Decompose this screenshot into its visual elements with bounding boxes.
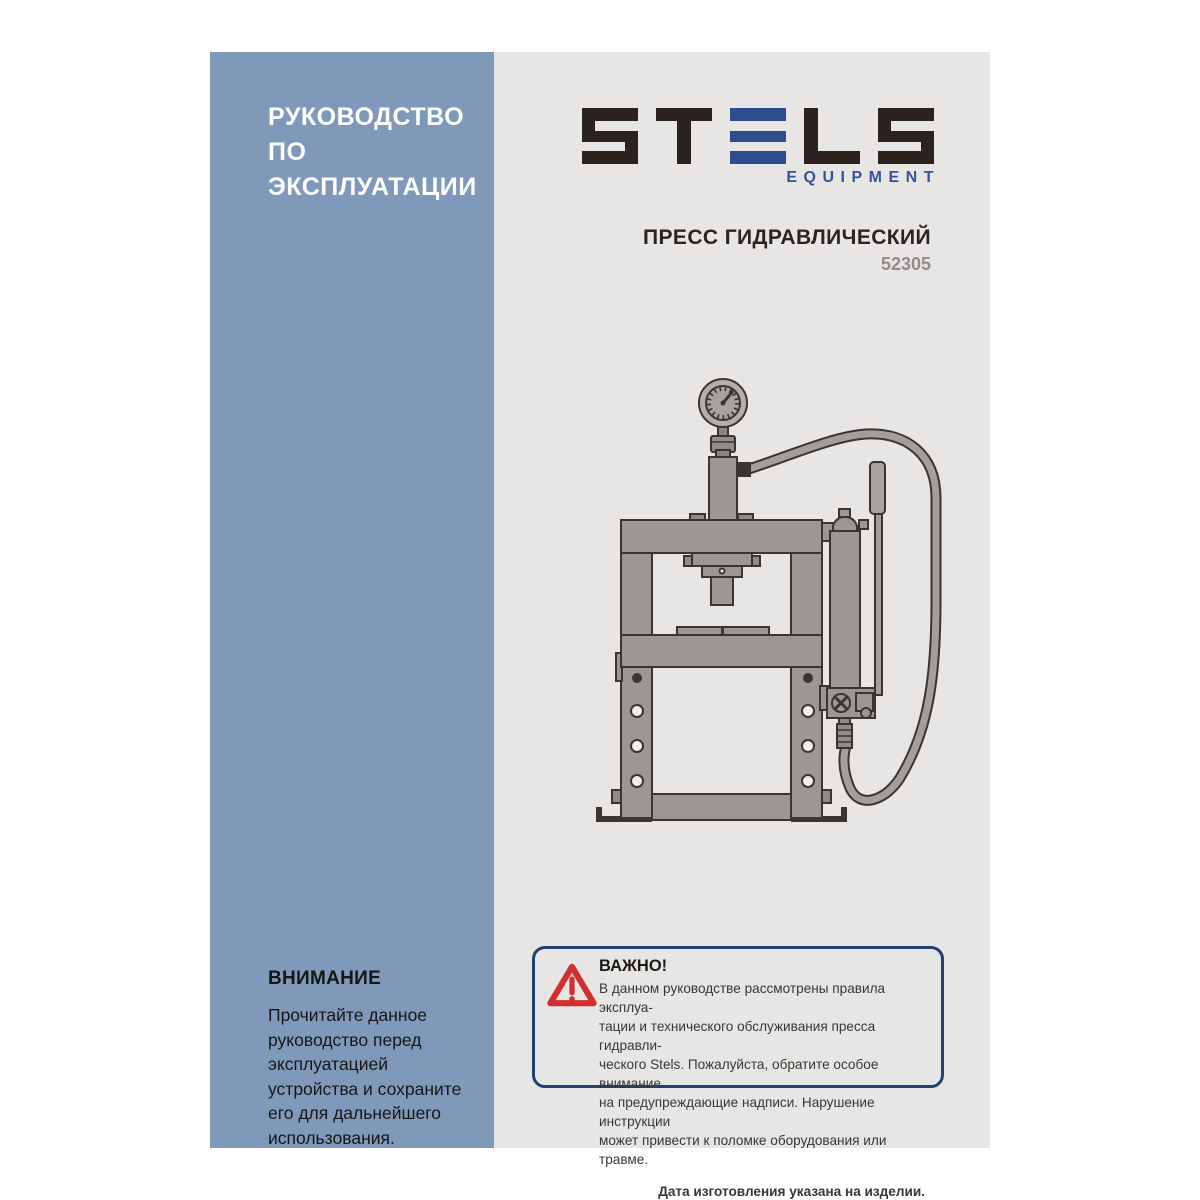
logo-letter-s2 xyxy=(878,108,934,164)
notice-heading: ВАЖНО! xyxy=(599,957,668,975)
sidebar xyxy=(210,52,494,1148)
warning-triangle-icon xyxy=(546,960,598,1010)
attention-text xyxy=(268,1003,480,1150)
logo-letter-e xyxy=(730,108,786,164)
manual-title-line2: ПО ЭКСПЛУАТАЦИИ xyxy=(268,138,477,201)
notice-line: ческого Stels. Пожалуйста, обратите особое внимание xyxy=(599,1057,879,1091)
logo-letter-s1 xyxy=(582,108,638,164)
notice-text xyxy=(599,979,925,1169)
hydraulic-press-illustration xyxy=(594,370,946,834)
attention-line: Прочитайте данное xyxy=(268,1005,428,1025)
notice-line: на предупреждающие надписи. Нарушение инструкции xyxy=(599,1095,875,1129)
logo-letter-l xyxy=(804,108,860,164)
product-model-number: 52305 xyxy=(880,254,931,274)
attention-line: его для дальнейшего xyxy=(268,1103,442,1123)
notice-line: тации и технического обслуживания пресса гидравли- xyxy=(599,1019,876,1053)
manual-title xyxy=(268,100,483,205)
press-ram xyxy=(684,553,760,605)
document-page xyxy=(210,52,990,1199)
attention-block xyxy=(268,968,480,1150)
attention-line: устройства и сохраните xyxy=(268,1078,462,1099)
product-title: ПРЕСС ГИДРАВЛИЧЕСКИЙ xyxy=(643,226,931,249)
stels-logo-icon xyxy=(582,108,934,164)
attention-line: эксплуатацией xyxy=(268,1054,388,1074)
attention-heading: ВНИМАНИЕ xyxy=(268,968,382,989)
attention-line: использования. xyxy=(268,1127,395,1148)
brand-subtitle: EQUIPMENT xyxy=(786,169,940,186)
hand-pump xyxy=(820,462,885,748)
notice-line: может привести к поломке оборудования или травме. xyxy=(599,1133,887,1167)
product-block xyxy=(643,226,931,275)
brand-block xyxy=(582,108,940,187)
main-content xyxy=(494,52,990,1199)
logo-letter-t xyxy=(656,108,712,164)
pressure-gauge xyxy=(699,379,747,457)
notice-line: В данном руководстве рассмотрены правила эксплуа- xyxy=(599,981,886,1015)
attention-line: руководство перед xyxy=(268,1029,422,1050)
important-notice-box xyxy=(532,946,944,1199)
manual-title-line1: РУКОВОДСТВО xyxy=(268,103,465,131)
notice-footer: Дата изготовления указана на изделии. xyxy=(658,1184,925,1199)
